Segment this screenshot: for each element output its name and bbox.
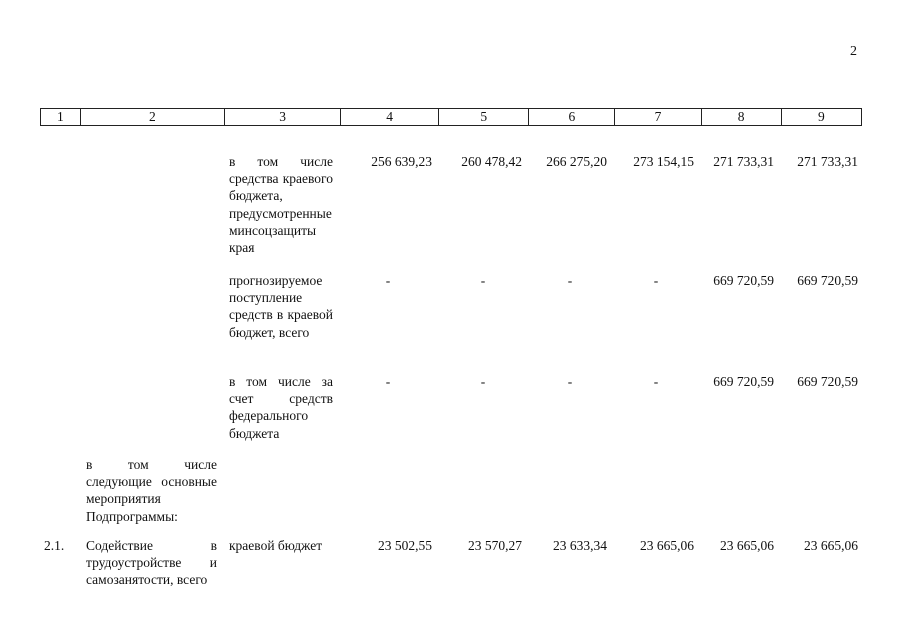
value-col-9: 669 720,59: [797, 273, 858, 288]
value-col-6: 23 633,34: [553, 538, 607, 553]
value-col-7: -: [653, 273, 659, 288]
funding-source: краевой бюджет: [229, 538, 323, 553]
value-col-7: 23 665,06: [640, 538, 694, 553]
value-col-8: 669 720,59: [713, 374, 774, 389]
value-col-8: 271 733,31: [713, 154, 774, 169]
value-col-4: -: [385, 273, 391, 288]
header-col-4: 4: [341, 109, 439, 125]
value-col-6: -: [567, 374, 573, 389]
header-col-8: 8: [702, 109, 782, 125]
header-col-9: 9: [818, 109, 825, 124]
item-name: Содействие в трудоустройстве и самозанятости, всего: [86, 538, 217, 588]
header-col-2: 2: [81, 109, 226, 125]
value-col-5: -: [480, 374, 486, 389]
value-col-8: 23 665,06: [720, 538, 774, 553]
value-col-4: -: [385, 374, 391, 389]
value-col-8: 669 720,59: [713, 273, 774, 288]
header-col-6: 6: [529, 109, 615, 125]
value-col-7: -: [653, 374, 659, 389]
table-header-row: [40, 108, 862, 126]
value-col-6: 266 275,20: [546, 154, 607, 169]
item-code: 2.1.: [44, 538, 65, 553]
row-description: прогнозируемое поступление средств в краевой бюджет, всего: [229, 273, 333, 340]
section-label: в том числе следующие основные мероприятия Подпрограммы:: [86, 457, 217, 524]
value-col-9: 23 665,06: [804, 538, 858, 553]
header-col-1: 1: [41, 109, 81, 125]
value-col-5: -: [480, 273, 486, 288]
value-col-5: 260 478,42: [461, 154, 522, 169]
value-col-7: 273 154,15: [633, 154, 694, 169]
row-description: в том числе за счет средств федерального бюджета: [229, 374, 333, 441]
row-description: в том числе средства краевого бюджета, предусмотренные минсоцзащиты края: [229, 154, 333, 256]
value-col-9: 271 733,31: [797, 154, 858, 169]
value-col-9: 669 720,59: [797, 374, 858, 389]
header-col-5: 5: [439, 109, 529, 125]
value-col-6: -: [567, 273, 573, 288]
value-col-5: 23 570,27: [468, 538, 522, 553]
page-number: 2: [850, 44, 857, 59]
value-col-4: 23 502,55: [378, 538, 432, 553]
value-col-4: 256 639,23: [371, 154, 432, 169]
header-col-7: 7: [615, 109, 701, 125]
header-col-3: 3: [225, 109, 341, 125]
